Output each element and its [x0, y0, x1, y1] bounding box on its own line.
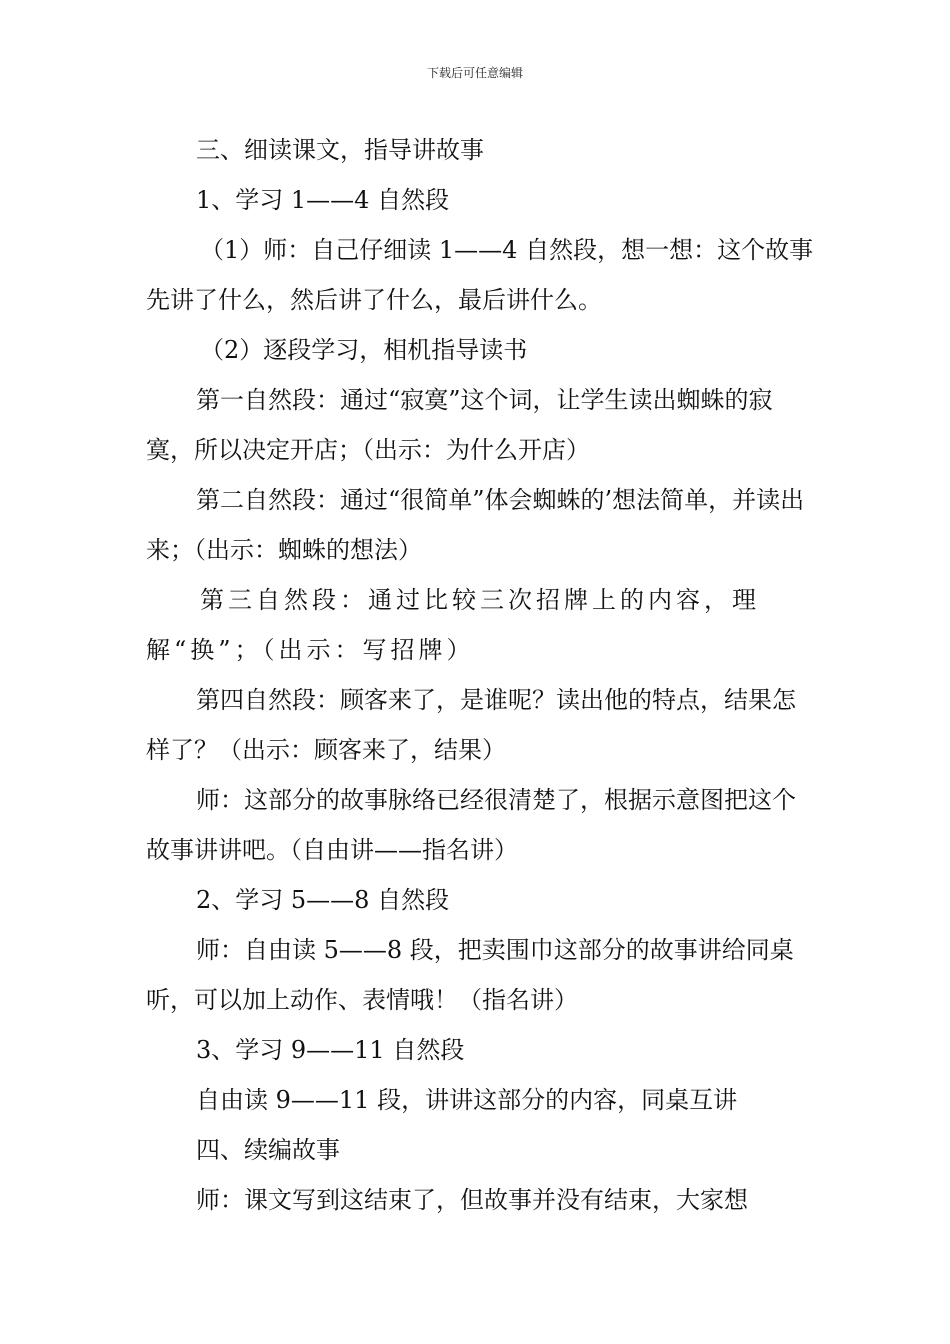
paragraph-continue-story: 师：课文写到这结束了，但故事并没有结束，大家想 — [196, 1186, 748, 1214]
paragraph-teacher-summary: 师：这部分的故事脉络已经很清楚了，根据示意图把这个故事讲讲吧。（自由讲——指名讲） — [146, 786, 796, 864]
subsection-heading-2: 2、学习 5——8 自然段 — [196, 886, 450, 914]
paragraph-step-2: （2）逐段学习，相机指导读书 — [200, 336, 528, 364]
paragraph-teacher-read: （1）师：自己仔细读 1——4 自然段，想一想：这个故事先讲了什么，然后讲了什么，最后讲什么。 — [146, 236, 814, 314]
section-heading-3: 三、细读课文，指导讲故事 — [196, 136, 484, 164]
paragraph-scarf-story: 师：自由读 5——8 段，把卖围巾这部分的故事讲给同桌听，可以加上动作、表情哦！（指名讲） — [146, 936, 794, 1014]
section-heading-4: 四、续编故事 — [196, 1136, 340, 1164]
paragraph-free-reading: 自由读 9——11 段，讲讲这部分的内容，同桌互讲 — [196, 1086, 738, 1114]
paragraph-fourth-section: 第四自然段：顾客来了，是谁呢？读出他的特点，结果怎样了？（出示：顾客来了，结果） — [146, 686, 796, 764]
paragraph-second-section: 第二自然段：通过“很简单”体会蜘蛛的’想法简单，并读出来；（出示：蜘蛛的想法） — [146, 486, 805, 564]
paragraph-third-section: 第三自然段：通过比较三次招牌上的内容，理解“换”；（出示：写招牌） — [146, 586, 760, 664]
subsection-heading-1: 1、学习 1——4 自然段 — [196, 186, 450, 214]
page-header: 下载后可任意编辑 — [426, 66, 523, 80]
paragraph-first-section: 第一自然段：通过“寂寞”这个词，让学生读出蜘蛛的寂寞，所以决定开店；（出示：为什么开店） — [146, 386, 773, 464]
subsection-heading-3: 3、学习 9——11 自然段 — [196, 1036, 465, 1064]
document-body — [146, 125, 818, 1225]
